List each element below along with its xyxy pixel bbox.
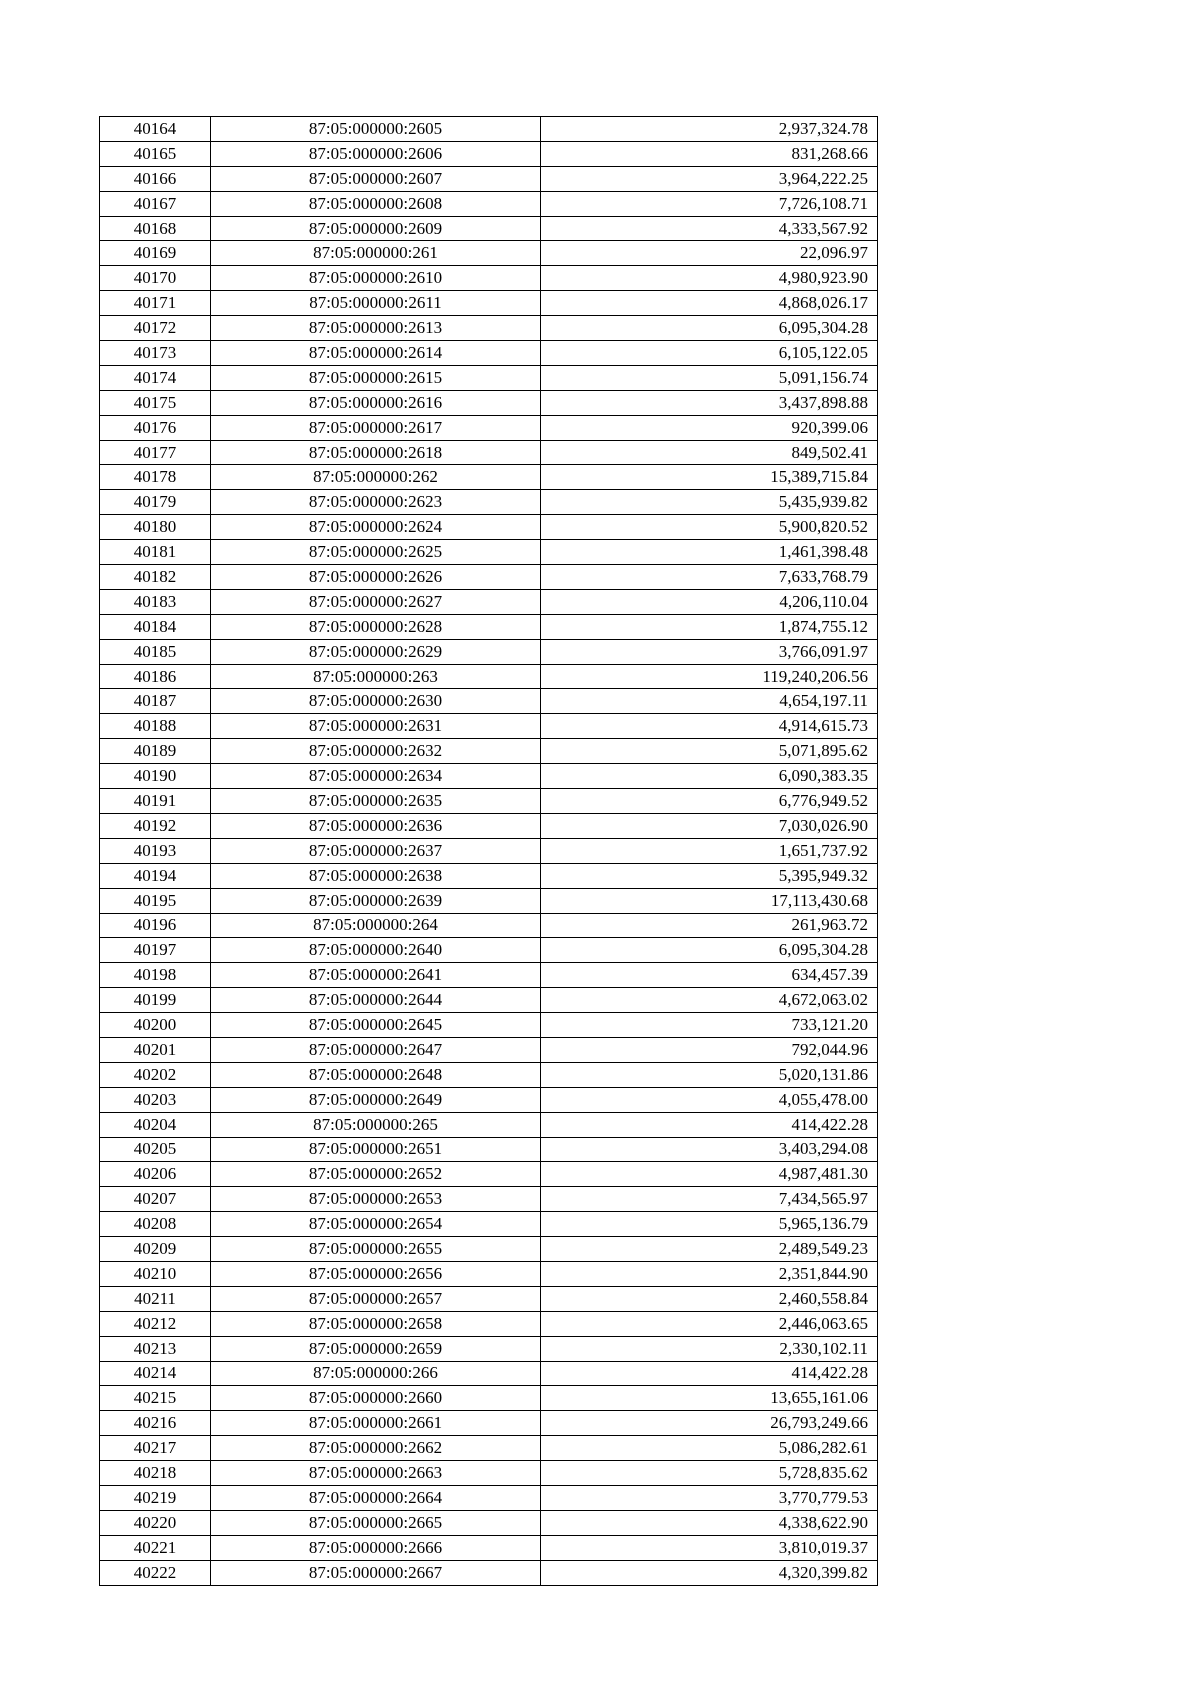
table-row [100,1162,878,1187]
cadastral-number-cell: 87:05:000000:2651 [211,1137,541,1162]
cadastral-number-cell: 87:05:000000:2629 [211,639,541,664]
value-cell: 261,963.72 [541,913,878,938]
value-cell: 5,020,131.86 [541,1062,878,1087]
row-number-cell: 40216 [100,1411,211,1436]
cadastral-number-cell: 87:05:000000:2663 [211,1461,541,1486]
cadastral-number-cell: 87:05:000000:2654 [211,1212,541,1237]
row-number-cell: 40167 [100,191,211,216]
value-cell: 7,434,565.97 [541,1187,878,1212]
cadastral-number-cell: 87:05:000000:2607 [211,166,541,191]
table-row [100,714,878,739]
value-cell: 2,489,549.23 [541,1237,878,1262]
row-number-cell: 40211 [100,1286,211,1311]
table-row [100,689,878,714]
cadastral-number-cell: 87:05:000000:2639 [211,888,541,913]
row-number-cell: 40170 [100,266,211,291]
value-cell: 414,422.28 [541,1112,878,1137]
value-cell: 4,672,063.02 [541,988,878,1013]
value-cell: 1,651,737.92 [541,838,878,863]
row-number-cell: 40207 [100,1187,211,1212]
row-number-cell: 40168 [100,216,211,241]
value-cell: 7,726,108.71 [541,191,878,216]
cadastral-number-cell: 87:05:000000:262 [211,465,541,490]
value-cell: 6,090,383.35 [541,764,878,789]
table-row [100,515,878,540]
value-cell: 13,655,161.06 [541,1386,878,1411]
cadastral-number-cell: 87:05:000000:2662 [211,1436,541,1461]
value-cell: 7,030,026.90 [541,813,878,838]
table-row [100,166,878,191]
value-cell: 920,399.06 [541,415,878,440]
row-number-cell: 40202 [100,1062,211,1087]
row-number-cell: 40204 [100,1112,211,1137]
row-number-cell: 40181 [100,540,211,565]
value-cell: 2,937,324.78 [541,117,878,142]
cadastral-number-cell: 87:05:000000:2605 [211,117,541,142]
value-cell: 4,338,622.90 [541,1510,878,1535]
row-number-cell: 40180 [100,515,211,540]
cadastral-number-cell: 87:05:000000:2611 [211,291,541,316]
cadastral-number-cell: 87:05:000000:2649 [211,1087,541,1112]
row-number-cell: 40221 [100,1535,211,1560]
table-row [100,1187,878,1212]
value-cell: 26,793,249.66 [541,1411,878,1436]
row-number-cell: 40195 [100,888,211,913]
value-cell: 5,728,835.62 [541,1461,878,1486]
value-cell: 17,113,430.68 [541,888,878,913]
cadastral-number-cell: 87:05:000000:2617 [211,415,541,440]
value-cell: 5,900,820.52 [541,515,878,540]
cadastral-number-cell: 87:05:000000:2613 [211,316,541,341]
cadastral-number-cell: 87:05:000000:263 [211,664,541,689]
row-number-cell: 40171 [100,291,211,316]
cadastral-number-cell: 87:05:000000:2659 [211,1336,541,1361]
cadastral-number-cell: 87:05:000000:2640 [211,938,541,963]
cadastral-number-cell: 87:05:000000:2655 [211,1237,541,1262]
value-cell: 2,330,102.11 [541,1336,878,1361]
row-number-cell: 40186 [100,664,211,689]
value-cell: 2,446,063.65 [541,1311,878,1336]
cadastral-number-cell: 87:05:000000:2658 [211,1311,541,1336]
value-cell: 22,096.97 [541,241,878,266]
row-number-cell: 40164 [100,117,211,142]
row-number-cell: 40209 [100,1237,211,1262]
table-row [100,789,878,814]
value-cell: 7,633,768.79 [541,565,878,590]
table-row [100,440,878,465]
row-number-cell: 40212 [100,1311,211,1336]
value-cell: 849,502.41 [541,440,878,465]
table-row [100,141,878,166]
table-row [100,1336,878,1361]
row-number-cell: 40187 [100,689,211,714]
cadastral-number-cell: 87:05:000000:2653 [211,1187,541,1212]
cadastral-number-cell: 87:05:000000:2652 [211,1162,541,1187]
value-cell: 6,105,122.05 [541,341,878,366]
value-cell: 1,461,398.48 [541,540,878,565]
table-row [100,1386,878,1411]
table-row [100,1510,878,1535]
value-cell: 5,435,939.82 [541,490,878,515]
table-row [100,1212,878,1237]
cadastral-number-cell: 87:05:000000:2657 [211,1286,541,1311]
value-cell: 6,095,304.28 [541,316,878,341]
row-number-cell: 40192 [100,813,211,838]
value-cell: 4,206,110.04 [541,589,878,614]
table-row [100,1411,878,1436]
value-cell: 3,437,898.88 [541,390,878,415]
table-row [100,565,878,590]
cadastral-number-cell: 87:05:000000:2638 [211,863,541,888]
table-row [100,1311,878,1336]
cadastral-number-cell: 87:05:000000:2656 [211,1261,541,1286]
cadastral-number-cell: 87:05:000000:2631 [211,714,541,739]
table-row [100,1137,878,1162]
row-number-cell: 40172 [100,316,211,341]
table-row [100,1261,878,1286]
table-row [100,639,878,664]
value-cell: 4,320,399.82 [541,1560,878,1585]
table-row [100,888,878,913]
row-number-cell: 40197 [100,938,211,963]
table-row [100,1013,878,1038]
cadastral-number-cell: 87:05:000000:2632 [211,739,541,764]
cadastral-number-cell: 87:05:000000:2623 [211,490,541,515]
row-number-cell: 40191 [100,789,211,814]
cadastral-number-cell: 87:05:000000:2647 [211,1037,541,1062]
table-row [100,838,878,863]
table-row [100,739,878,764]
cadastral-number-cell: 87:05:000000:2628 [211,614,541,639]
table-row [100,1087,878,1112]
row-number-cell: 40213 [100,1336,211,1361]
value-cell: 4,654,197.11 [541,689,878,714]
row-number-cell: 40215 [100,1386,211,1411]
row-number-cell: 40169 [100,241,211,266]
value-cell: 5,086,282.61 [541,1436,878,1461]
table-row [100,1560,878,1585]
row-number-cell: 40166 [100,166,211,191]
table-row [100,1361,878,1386]
row-number-cell: 40190 [100,764,211,789]
value-cell: 5,395,949.32 [541,863,878,888]
cadastral-number-cell: 87:05:000000:2626 [211,565,541,590]
row-number-cell: 40219 [100,1485,211,1510]
table-row [100,1237,878,1262]
cadastral-number-cell: 87:05:000000:266 [211,1361,541,1386]
value-cell: 792,044.96 [541,1037,878,1062]
row-number-cell: 40177 [100,440,211,465]
table-row [100,988,878,1013]
row-number-cell: 40184 [100,614,211,639]
table-row [100,813,878,838]
cadastral-number-cell: 87:05:000000:2630 [211,689,541,714]
row-number-cell: 40200 [100,1013,211,1038]
row-number-cell: 40178 [100,465,211,490]
table-row [100,390,878,415]
cadastral-number-cell: 87:05:000000:2627 [211,589,541,614]
table-row [100,365,878,390]
row-number-cell: 40176 [100,415,211,440]
value-cell: 5,965,136.79 [541,1212,878,1237]
table-row [100,117,878,142]
value-cell: 634,457.39 [541,963,878,988]
value-cell: 5,091,156.74 [541,365,878,390]
row-number-cell: 40182 [100,565,211,590]
table-row [100,913,878,938]
row-number-cell: 40188 [100,714,211,739]
cadastral-value-table [99,116,878,1586]
cadastral-number-cell: 87:05:000000:2667 [211,1560,541,1585]
cadastral-number-cell: 87:05:000000:265 [211,1112,541,1137]
table-row [100,614,878,639]
value-cell: 3,766,091.97 [541,639,878,664]
table-row [100,1286,878,1311]
row-number-cell: 40175 [100,390,211,415]
row-number-cell: 40189 [100,739,211,764]
table-row [100,291,878,316]
value-cell: 4,914,615.73 [541,714,878,739]
table-row [100,490,878,515]
cadastral-number-cell: 87:05:000000:2634 [211,764,541,789]
cadastral-number-cell: 87:05:000000:2618 [211,440,541,465]
value-cell: 1,874,755.12 [541,614,878,639]
value-cell: 4,980,923.90 [541,266,878,291]
table-row [100,191,878,216]
table-row [100,1485,878,1510]
value-cell: 119,240,206.56 [541,664,878,689]
cadastral-number-cell: 87:05:000000:2641 [211,963,541,988]
table-body [100,117,878,1586]
row-number-cell: 40220 [100,1510,211,1535]
table-row [100,764,878,789]
row-number-cell: 40210 [100,1261,211,1286]
table-row [100,316,878,341]
row-number-cell: 40218 [100,1461,211,1486]
cadastral-number-cell: 87:05:000000:2606 [211,141,541,166]
table-row [100,465,878,490]
cadastral-number-cell: 87:05:000000:2664 [211,1485,541,1510]
value-cell: 831,268.66 [541,141,878,166]
cadastral-number-cell: 87:05:000000:2645 [211,1013,541,1038]
cadastral-number-cell: 87:05:000000:2661 [211,1411,541,1436]
table-row [100,415,878,440]
row-number-cell: 40198 [100,963,211,988]
table-row [100,1436,878,1461]
row-number-cell: 40201 [100,1037,211,1062]
value-cell: 733,121.20 [541,1013,878,1038]
cadastral-number-cell: 87:05:000000:2609 [211,216,541,241]
table-row [100,1112,878,1137]
row-number-cell: 40185 [100,639,211,664]
value-cell: 6,095,304.28 [541,938,878,963]
cadastral-number-cell: 87:05:000000:2608 [211,191,541,216]
value-cell: 3,770,779.53 [541,1485,878,1510]
table-row [100,938,878,963]
table-row [100,1062,878,1087]
row-number-cell: 40196 [100,913,211,938]
table-row [100,216,878,241]
table-row [100,664,878,689]
row-number-cell: 40222 [100,1560,211,1585]
table-row [100,589,878,614]
table-row [100,1037,878,1062]
cadastral-number-cell: 87:05:000000:2644 [211,988,541,1013]
row-number-cell: 40205 [100,1137,211,1162]
value-cell: 4,055,478.00 [541,1087,878,1112]
row-number-cell: 40193 [100,838,211,863]
table-row [100,241,878,266]
row-number-cell: 40214 [100,1361,211,1386]
row-number-cell: 40165 [100,141,211,166]
value-cell: 4,333,567.92 [541,216,878,241]
row-number-cell: 40217 [100,1436,211,1461]
value-cell: 3,810,019.37 [541,1535,878,1560]
table-row [100,963,878,988]
cadastral-number-cell: 87:05:000000:2614 [211,341,541,366]
cadastral-number-cell: 87:05:000000:2637 [211,838,541,863]
table-row [100,266,878,291]
table-row [100,540,878,565]
table-row [100,1535,878,1560]
cadastral-number-cell: 87:05:000000:2624 [211,515,541,540]
cadastral-number-cell: 87:05:000000:2615 [211,365,541,390]
row-number-cell: 40179 [100,490,211,515]
table-row [100,341,878,366]
value-cell: 15,389,715.84 [541,465,878,490]
row-number-cell: 40194 [100,863,211,888]
cadastral-number-cell: 87:05:000000:261 [211,241,541,266]
row-number-cell: 40208 [100,1212,211,1237]
cadastral-number-cell: 87:05:000000:2660 [211,1386,541,1411]
value-cell: 4,868,026.17 [541,291,878,316]
cadastral-number-cell: 87:05:000000:2636 [211,813,541,838]
cadastral-number-cell: 87:05:000000:2616 [211,390,541,415]
cadastral-number-cell: 87:05:000000:2635 [211,789,541,814]
value-cell: 6,776,949.52 [541,789,878,814]
cadastral-number-cell: 87:05:000000:2648 [211,1062,541,1087]
cadastral-number-cell: 87:05:000000:2666 [211,1535,541,1560]
table-row [100,1461,878,1486]
value-cell: 3,403,294.08 [541,1137,878,1162]
value-cell: 5,071,895.62 [541,739,878,764]
row-number-cell: 40199 [100,988,211,1013]
table-row [100,863,878,888]
cadastral-number-cell: 87:05:000000:2665 [211,1510,541,1535]
cadastral-number-cell: 87:05:000000:264 [211,913,541,938]
value-cell: 3,964,222.25 [541,166,878,191]
cadastral-number-cell: 87:05:000000:2610 [211,266,541,291]
value-cell: 2,351,844.90 [541,1261,878,1286]
row-number-cell: 40174 [100,365,211,390]
row-number-cell: 40183 [100,589,211,614]
row-number-cell: 40206 [100,1162,211,1187]
value-cell: 414,422.28 [541,1361,878,1386]
value-cell: 4,987,481.30 [541,1162,878,1187]
value-cell: 2,460,558.84 [541,1286,878,1311]
row-number-cell: 40173 [100,341,211,366]
cadastral-number-cell: 87:05:000000:2625 [211,540,541,565]
row-number-cell: 40203 [100,1087,211,1112]
